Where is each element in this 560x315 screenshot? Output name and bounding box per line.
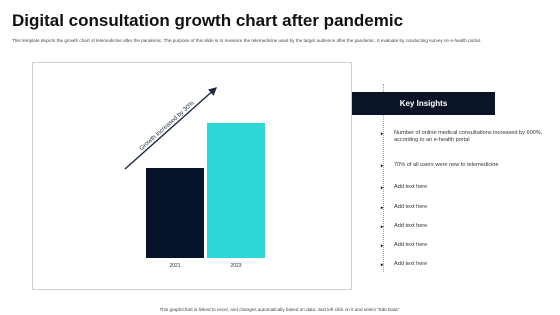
arrow-right-icon: ► [380,162,385,168]
insight-text: Add text here [394,204,428,210]
page-subtitle: This template depicts the growth chart of telemedicine after the pandemic. The purpose of this slide is to measure the telemedicine used by the target audience after the pandemic. It evaluate by conducting survey on e-health portal. [12,38,482,43]
arrow-right-icon: ► [380,261,385,267]
growth-arrow [125,88,216,169]
insight-item [380,261,544,268]
x-tick-label: 2021 [169,263,181,269]
insight-text: Add text here [394,242,428,248]
insight-text: Add text here [394,184,428,190]
arrow-right-icon: ► [380,130,385,136]
insight-text: 70% of all users were new to telemedicine [394,162,499,168]
page-title: Digital consultation growth chart after pandemic [12,11,404,30]
insight-item [380,223,544,230]
insight-item [380,204,544,211]
insight-item [380,162,544,169]
insight-item [380,242,544,249]
insight-text: Add text here [394,261,428,267]
page-footer: This graph/chart is linked to excel, and changes automatically based on data. Just left click on it and select "Edit Data". [159,307,401,312]
arrow-right-icon: ► [380,242,385,248]
bar-2021 [146,168,204,258]
bar-2023 [207,123,265,258]
arrow-right-icon: ► [380,184,385,190]
insight-item [380,184,544,191]
chart-frame [32,62,352,290]
key-insights-header: Key Insights [352,92,495,115]
x-tick-label: 2023 [230,263,242,269]
bar-chart [33,63,353,291]
arrow-right-icon: ► [380,223,385,229]
insight-text: Add text here [394,223,428,229]
insight-item [380,130,544,145]
arrow-right-icon: ► [380,204,385,210]
growth-annotation: Growth increased by 30% [138,99,196,153]
insight-text: Number of online medical consultations increased by 600%, according to an e-health portal [394,130,543,144]
